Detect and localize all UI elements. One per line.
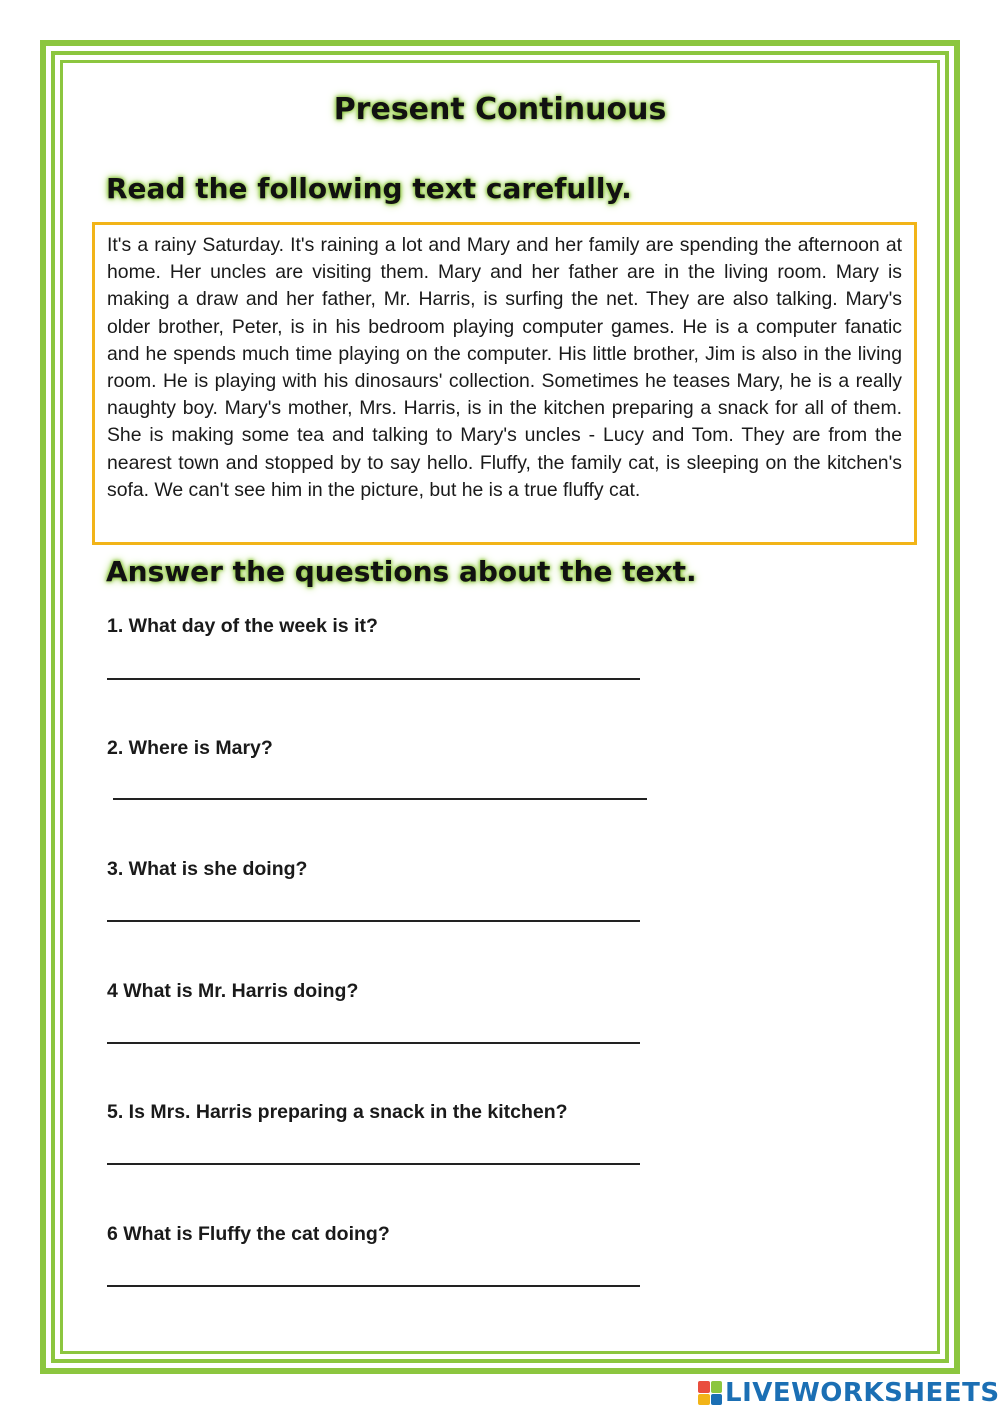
answer-line[interactable] <box>113 798 647 800</box>
liveworksheets-logo-icon <box>698 1381 722 1405</box>
read-instruction-heading: Read the following text carefully. <box>106 172 632 205</box>
question-text: 5. Is Mrs. Harris preparing a snack in the kitchen? <box>107 1101 568 1123</box>
answer-line[interactable] <box>107 1042 640 1044</box>
liveworksheets-logo[interactable] <box>698 1376 1000 1410</box>
answer-line[interactable] <box>107 678 640 680</box>
answer-instruction-heading: Answer the questions about the text. <box>106 555 697 588</box>
reading-passage: It's a rainy Saturday. It's raining a lot and Mary and her family are spending the afternoon at home. Her uncles are visiting them. Mary and her father are in the living room. Mary is making a draw and her father, Mr. Harris, is surfing the net. They are also talking. Mary's older brother, Peter, is in his bedroom playing computer games. He is a computer fanatic and he spends much time playing on the computer. His little brother, Jim is also in the living room. He is playing with his dinosaurs' collection. Sometimes he teases Mary, he is a really naughty boy. Mary's mother, Mrs. Harris, is in the kitchen preparing a snack for all of them. She is making some tea and talking to Mary's uncles - Lucy and Tom. They are from the nearest town and stopped by to say hello. Fluffy, the family cat, is sleeping on the kitchen's sofa. We can't see him in the picture, but he is a true fluffy cat. <box>107 234 902 501</box>
question-text: 1. What day of the week is it? <box>107 615 378 637</box>
question-text: 2. Where is Mary? <box>107 737 273 759</box>
answer-line[interactable] <box>107 1285 640 1287</box>
question-text: 4 What is Mr. Harris doing? <box>107 980 359 1002</box>
answer-line[interactable] <box>107 920 640 922</box>
question-text: 3. What is she doing? <box>107 858 308 880</box>
logo-text: LIVEWORKSHEETS <box>725 1378 1000 1408</box>
reading-passage-box <box>92 222 917 545</box>
answer-line[interactable] <box>107 1163 640 1165</box>
page-title: Present Continuous <box>333 92 667 127</box>
question-text: 6 What is Fluffy the cat doing? <box>107 1223 390 1245</box>
